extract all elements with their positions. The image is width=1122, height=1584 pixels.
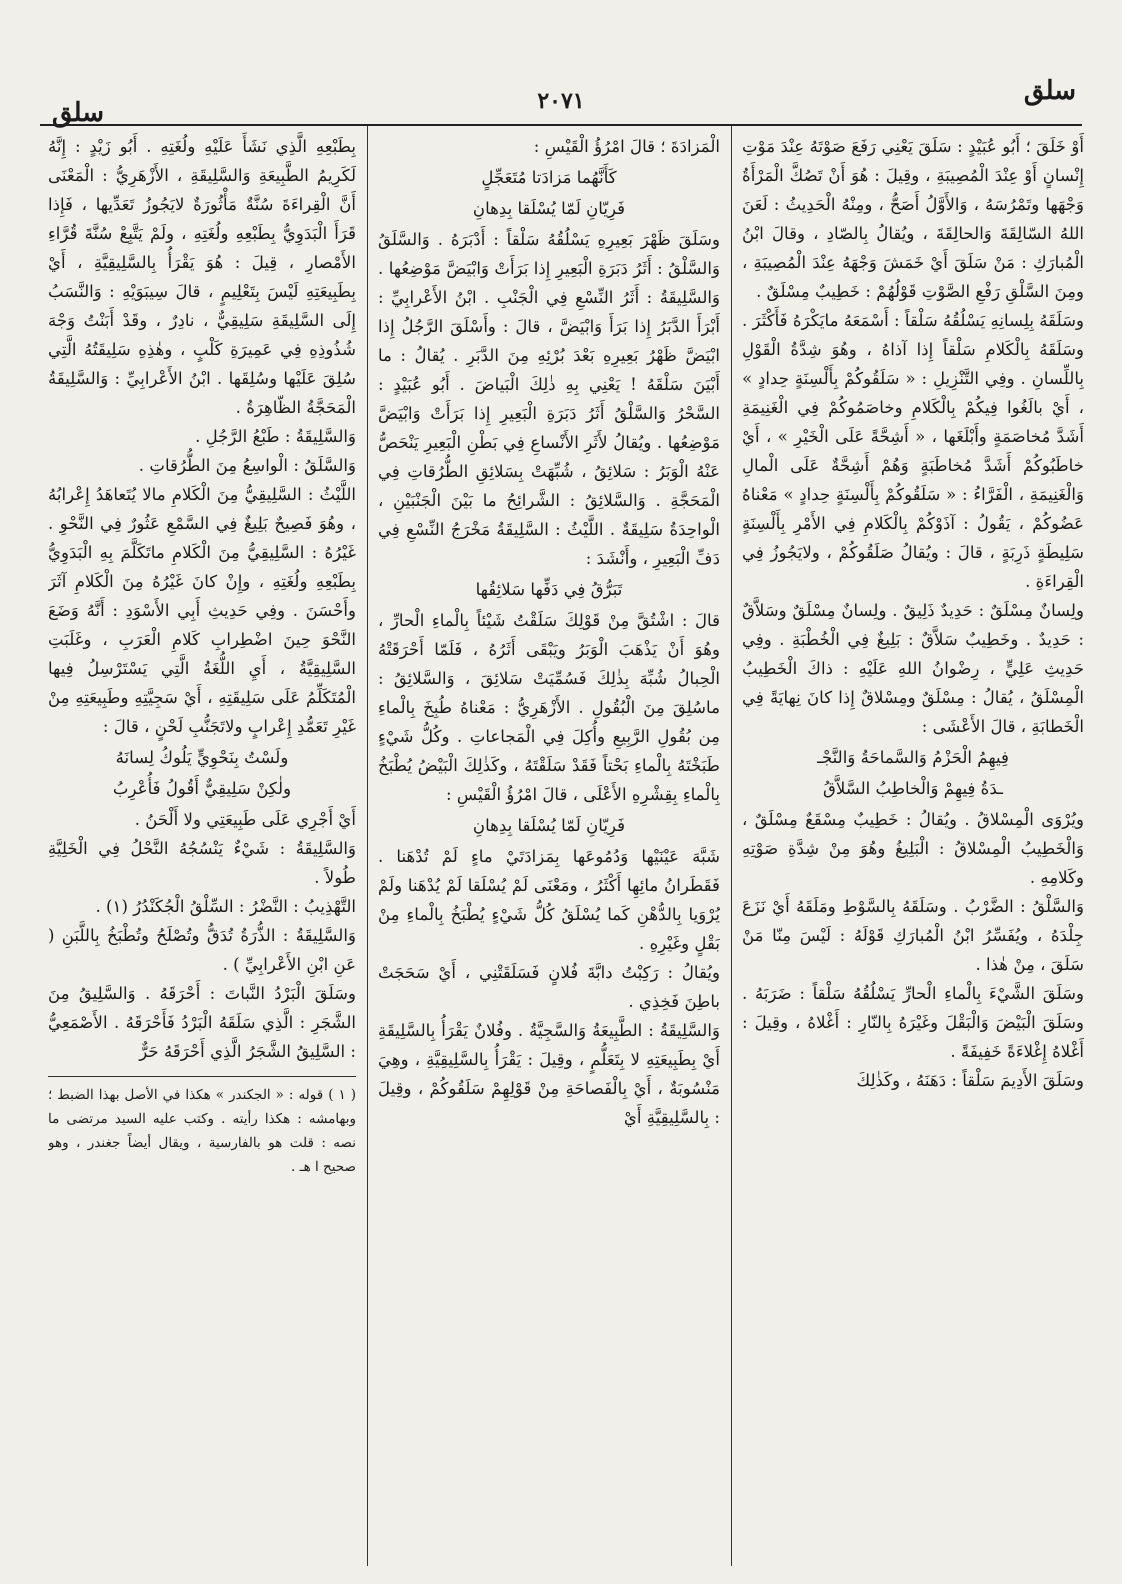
paragraph: وَالسَّلِيقَةُ : الطَّبِيعَةُ وَالسَّجِيَّةُ . وفُلانٌ يَقْرَأُ بِالسَّلِيقَةِ أَيْ بِطَبِيعَتِهِ لا بِتَعَلُّمٍ ، وقِيلَ : يَقْرَأُ بِالسَّلِيقِيَّةِ ، وهِيَ مَنْسُوبَةٌ ، أَيْ بِالْفَصاحَةِ مِنْ قَوْلِهِمْ سَلَقُوكُمْ ، وقِيلَ : بِالسَّلِيقِيَّةِ أَيْ	[378, 1021, 720, 1127]
paragraph: التَّهْذِيبُ : النَّضْرُ : السِّلْقُ الْجُكَنْدُرُ (١) .	[95, 897, 356, 916]
verse-line: تَبَرُّقُ فِي دَفِّها سَلائِقُها	[475, 580, 623, 599]
paragraph: ويُقالُ : رَكِبْتُ دابَّةَ فُلانٍ فَسَلَقَتْنِي ، أَيْ سَحَجَتْ باطِنَ فَخِذِي .	[378, 963, 720, 1011]
paragraph: وسَلَقَ الأَدِيمَ سَلْقاً : دَهَنَهُ ، وكَذٰلِكَ	[856, 1071, 1084, 1090]
verse-line: ولٰكِنْ سَلِيقِيٌّ أَقُولُ فَأُعْرِبُ	[112, 779, 292, 798]
verse-line: فَرِيّانِ لَمّا يُسْلَقا بِدِهانِ	[472, 816, 626, 835]
verse-line: ولَسْتُ بِنَحْوِيٍّ يَلُوكُ لِسانَهُ	[115, 748, 289, 767]
verse-line: ـدَةُ فِيهِمْ وَالْخاطِبُ السَّلاَّقُ	[823, 779, 1003, 798]
verse-line: فِيهِمُ الْحَزْمُ وَالسَّماحَةُ وَالنَّجْـ	[817, 748, 1009, 767]
running-headword-right: سلق	[1023, 76, 1076, 106]
paragraph: وسَلَقَ الشَّيْءَ بِالْماءِ الْحارِّ يَسْلُقُهُ سَلْقاً : ضَرَبَهُ . وسَلَقَ الْبَيْضَ وَالْبَقْلَ وغَيْرَهُ بِالنّارِ : أَغْلاهُ ، وقِيلَ : أَغْلاهُ إِغْلاءَةً خَفِيفَةً .	[742, 984, 1084, 1061]
verse-line: كَأَنَّهُما مَزادَتا مُتَعَجِّلٍ	[481, 168, 617, 187]
page-header	[40, 62, 1082, 132]
paragraph: وَالسَّلِيقَةُ : طَبْعُ الرَّجُلِ .	[195, 427, 356, 446]
page-number: ٢٠٧١	[537, 88, 585, 114]
column-middle	[378, 132, 720, 1562]
column-left	[48, 132, 356, 1562]
header-rule	[40, 124, 1082, 126]
paragraph: أَيْ أَجْرِي عَلَى طَبِيعَتِي ولا أَلْحَنُ .	[134, 810, 356, 829]
verse-line: فَرِيّانِ لَمّا يُسْلَقا بِدِهانِ	[472, 199, 626, 218]
paragraph: وَالسَّلْقُ : الضَّرْبُ . وسَلَقَهُ بِالسَّوْطِ ومَلَقَهُ أَيْ نَزَعَ جِلْدَهُ ، ويُفَسِّرُ ابْنُ الْمُبارَكِ قَوْلَهُ : لَيْسَ مِنّا مَنْ سَلَقَ ، مِنْ هٰذا .	[742, 897, 1084, 974]
paragraph: شَبَّهَ عَيْنَيْها وَدُمُوعَها بِمَزادَتَيْ ماءٍ لَمْ تُدْهَنا . فَقَطَرانُ مائِهِا أَكْثَرُ ، ومَعْنَى لَمْ يُسْلَقا لَمْ يُدْهَنا ولَمْ يُرْوَيا بِالدُّهْنِ كَما يُسْلَقُ كُلُّ شَيْءٍ يُطْبَخُ بِالْماءِ مِنْ بَقْلٍ وغَيْرِهِ .	[378, 847, 720, 953]
footnote: ( ١ ) قوله : « الجكندر » هكذا في الأصل بهذا الضبط ؛ وبهامشه : هكذا رأيته . وكتب عليه السيد مرتضى ما نصه : قلت هو بالفارسية ، ويقال أيضاً جغندر ، وهو صحيح ا هـ .	[48, 1087, 356, 1175]
paragraph: اللَّيْثُ : السَّلِيقِيُّ مِنَ الْكَلامِ مالا يُتَعاهَدُ إِعْرابُهُ ، وهُوَ فَصِيحٌ بَلِيغٌ فِي السَّمْعِ عَثُورٌ فِي النَّحْوِ . غَيْرُهُ : السَّلِيقِيُّ مِنَ الْكَلامِ ماتَكَلَّمَ بِهِ الْبَدَوِيُّ بِطَبْعِهِ ولُغَتِهِ ، وإِنْ كانَ غَيْرُهُ مِنَ الْكَلامِ آثَرَ وأَحْسَنَ . وفِي حَدِيثِ أَبِي الأَسْوَدِ : أَنَّهُ وَضَعَ النَّحْوَ حِينَ اضْطِرابِ كَلامِ الْعَرَبِ ، وغَلَبَتِ السَّلِيقِيَّةُ ، أَيِ اللُّغَةُ الَّتِي يَسْتَرْسِلُ فِيها الْمُتَكَلِّمُ عَلَى سَلِيقَتِهِ ، أَيْ سَجِيَّتِهِ وطَبِيعَتِهِ مِنْ غَيْرِ تَعَمُّدِ إِعْرابٍ ولاتَجَنُّبِ لَحْنٍ ، قالَ :	[48, 485, 356, 736]
paragraph: وسَلَقَ ظَهْرَ بَعِيرِهِ يَسْلُقُهُ سَلْقاً : أَدْبَرَهُ . وَالسَّلَقُ وَالسَّلْقُ : أَثَرُ دَبَرَةِ الْبَعِيرِ إِذا بَرَأَتْ وَابْيَضَّ مَوْضِعُها . وَالسَّلِيقَةُ : أَثَرُ النِّسْعِ فِي الْجَنْبِ . ابْنُ الأَعْرابِيِّ : أَبْرَأَ الدَّبَرُ إِذا بَرَأَ وَابْيَضَّ ، قالَ : وأَسْلَقَ الرَّجُلُ إِذا ابْيَضَّ ظَهْرُ بَعِيرِهِ بَعْدَ بُرْئِهِ مِنَ الدَّبَرِ . يُقالُ : ما أَبْيَنَ سَلْقَهُ ! يَعْنِي بِهِ ذٰلِكَ الْبَياضَ . أَبُو عُبَيْدٍ : السَّحْرُ وَالسَّلْقُ أَثَرُ دَبَرَةِ الْبَعِيرِ إِذا بَرَأَتْ وَابْيَضَّ مَوْضِعُها . ويُقالُ لأَثَرِ الأَنْساعِ فِي بَطْنِ الْبَعِيرِ يَنْحَصُّ عَنْهُ الْوَبَرُ : سَلائِقُ ، شُبِّهَتْ بِسَلائِقِ الطُّرُقاتِ فِي الْمَحَجَّةِ . وَالسَّلائِقُ : الشَّرائِحُ ما بَيْنَ الْجَنْبَيْنِ ، الْواحِدَةُ سَلِيقَةٌ . اللَّيْثُ : السَّلِيقَةُ مَخْرَجُ النِّسْعِ فِي دَفِّ الْبَعِيرِ ، وأَنْشَدَ :	[378, 230, 720, 568]
paragraph: وسَلَقَ الْبَرْدُ النَّباتَ : أَحْرَقَهُ . وَالسَّلِيقُ مِنَ الشَّجَرِ : الَّذِي سَلَقَهُ الْبَرْدُ فَأَحْرَقَهُ . الأَصْمَعِيُّ : السَّلِيقُ الشَّجَرُ الَّذِي أَحْرَقَهُ حَرٌّ	[48, 984, 356, 1061]
paragraph: وسَلَقَهُ بِلِسانِهِ يَسْلُقُهُ سَلْقاً : أَسْمَعَهُ مايَكْرَهُ فَأَكْثَرَ . وسَلَقَهُ بِالْكَلامِ سَلْقاً إِذا آذاهُ ، وهُوَ شِدَّةُ الْقَوْلِ بِاللِّسانِ . وفِي التَّنْزِيلِ : « سَلَقُوكُمْ بِأَلْسِنَةٍ حِدادٍ » ، أَيْ بالَغُوا فِيكُمْ بِالْكَلامِ وخاصَمُوكُمْ فِي الْغَنِيمَةِ أَشَدَّ مُخاصَمَةٍ وأَبْلَغَها ، « أَشِحَّةً عَلَى الْخَيْرِ » ، أَيْ خاطَبُوكُمْ أَشَدَّ مُخاطَبَةٍ وَهُمْ أَشِحَّةٌ عَلَى الْمالِ وَالْغَنِيمَةِ ، الْفَرَّاءُ : « سَلَقُوكُمْ بِأَلْسِنَةٍ حِدادٍ » مَعْناهُ عَضُوكُمْ ، يَقُولُ : آذَوْكُمْ بِالْكَلامِ فِي الأَمْرِ بِأَلْسِنَةٍ سَلِيطَةٍ ذَرِبَةٍ ، قالَ : ويُقالُ صَلَقُوكُمْ ، ولايَجُوزُ فِي الْقِراءَةِ .	[742, 311, 1084, 591]
paragraph: وَالسَّلَقُ : الْواسِعُ مِنَ الطُّرُقاتِ .	[138, 456, 356, 475]
column-right	[742, 132, 1084, 1562]
footnote-rule	[48, 1076, 356, 1077]
column-divider-left	[367, 126, 368, 1566]
column-divider-right	[731, 126, 732, 1566]
paragraph: الْمَزادَةَ ؛ قالَ امْرُؤُ الْقَيْسِ :	[533, 137, 720, 156]
paragraph: وَالسَّلِيقَةُ : شَيْءٌ يَنْسُجُهُ النَّحْلُ فِي الْخَلِيَّةِ طُولاً .	[48, 839, 356, 887]
paragraph: أَوْ خَلَقَ ؛ أَبُو عُبَيْدٍ : سَلَقَ يَعْنِي رَفَعَ صَوْتَهُ عِنْدَ مَوْتِ إِنْسانٍ أَوْ عِنْدَ الْمُصِيبَةِ ، وقِيلَ : هُوَ أَنْ تَصُكَّ الْمَرْأَةُ وَجْهَها وتَمْرُسَهُ ، وَالأَوَّلُ أَصَحُّ ، ومِنْهُ الْحَدِيثُ : لَعَنَ اللهُ السّالِقَةَ وَالحالِقَةَ ، ويُقالُ بِالصّادِ ، وقالَ ابْنُ الْمُبارَكِ : مَنْ سَلَقَ أَيْ خَمَشَ وَجْهَهُ عِنْدَ الْمُصِيبَةِ ، ومِنَ السَّلْقِ رَفْعِ الصَّوْتِ قَوْلُهُمْ : خَطِيبٌ مِسْلَقٌ .	[742, 137, 1084, 301]
paragraph: ولِسانٌ مِسْلَقٌ : حَدِيدٌ ذَلِيقٌ . ولِسانٌ مِسْلَقٌ وسَلاَّقٌ : حَدِيدٌ . وخَطِيبٌ سَلاَّقٌ : بَلِيغٌ فِي الْخُطْبَةِ . وفِي حَدِيثِ عَلِيٍّ ، رِضْوانُ اللهِ عَلَيْهِ : ذاكَ الْخَطِيبُ الْمِسْلَقُ ، يُقالُ : مِسْلَقٌ ومِسْلاقٌ إِذا كانَ نِهايَةً فِي الْخَطابَةِ ، قالَ الأَعْشَى :	[742, 601, 1084, 736]
paragraph: بِطَبْعِهِ الَّذِي نَشَأَ عَلَيْهِ ولُغَتِهِ . أَبُو زَيْدٍ : إِنَّهُ لَكَرِيمُ الطَّبِيعَةِ وَالسَّلِيقَةِ ، الأَزْهَرِيُّ : الْمَعْنَى أَنَّ الْقِراءَةَ سُنَّةٌ مَأْثُورَةٌ لايَجُوزُ تَعَدِّيها ، فَإِذا قَرَأَ الْبَدَوِيُّ بِطَبْعِهِ ولُغَتِهِ ، ولَمْ يَتَّبِعْ سُنَّةَ قُرَّاءِ الأَمْصارِ ، قِيلَ : هُوَ يَقْرَأُ بِالسَّلِيقِيَّةِ ، أَيْ بِطَبِيعَتِهِ لَيْسَ بِتَعْلِيمٍ ، قالَ سِيبَوَيْهِ : وَالنَّسَبُ إِلَى السَّلِيقَةِ سَلِيقِيٌّ ، نادِرٌ ، وقَدْ أَبَنْتُ وَجْهَ شُذُوذِهِ فِي عَمِيرَةِ كَلْبٍ ، وهٰذِهِ سَلِيقَتُهُ الَّتِي سُلِقَ عَلَيْها وسُلِقَها . ابْنُ الأَعْرابِيِّ : وَالسَّلِيقَةُ الْمَحَجَّةُ الظّاهِرَةُ .	[48, 137, 356, 417]
running-headword-left: سلق	[52, 98, 105, 128]
paragraph: قالَ : اشْتُقَّ مِنْ قَوْلِكَ سَلَقْتُ شَيْئاً بِالْماءِ الْحارِّ ، وهُوَ أَنْ يَذْهَبَ الْوَبَرُ ويَبْقَى أَثَرُهُ ، فَلَمّا أَحْرَقَتْهُ الْحِبالُ شُبِّهَ بِذٰلِكَ فَسُمِّيَتْ سَلائِقَ ، وَالسَّلائِقُ : ماسُلِقَ مِنَ الْبُقُولِ . الأَزْهَرِيُّ : مَعْناهُ طُبِخَ بِالْماءِ مِن بُقُولِ الرَّبِيعِ وأُكِلَ فِي الْمَجاعاتِ . وكُلُّ شَيْءٍ طَبَخْتَهُ بِالْماءِ بَحْتاً فَقَدْ سَلَقْتَهُ ، وكَذٰلِكَ الْبَيْضُ يُطْبَخُ بِالْماءِ بِقِشْرِهِ الأَعْلَى ، قالَ امْرُؤُ الْقَيْسِ :	[378, 611, 720, 804]
paragraph: ويُرْوَى الْمِسْلاقُ . ويُقالُ : خَطِيبٌ مِسْقَعٌ مِسْلَقٌ ، وَالْخَطِيبُ الْمِسْلاقُ : الْبَلِيغُ وهُوَ مِنْ شِدَّةِ صَوْتِهِ وكَلامِهِ .	[742, 810, 1084, 887]
paragraph: وَالسَّلِيقَةُ : الذُّرَةُ تُدَقُّ وتُصْلَحُ وتُطْبَخُ بِاللَّبَنِ ( عَنِ ابْنِ الأَعْرابِيِّ ) .	[48, 926, 356, 974]
